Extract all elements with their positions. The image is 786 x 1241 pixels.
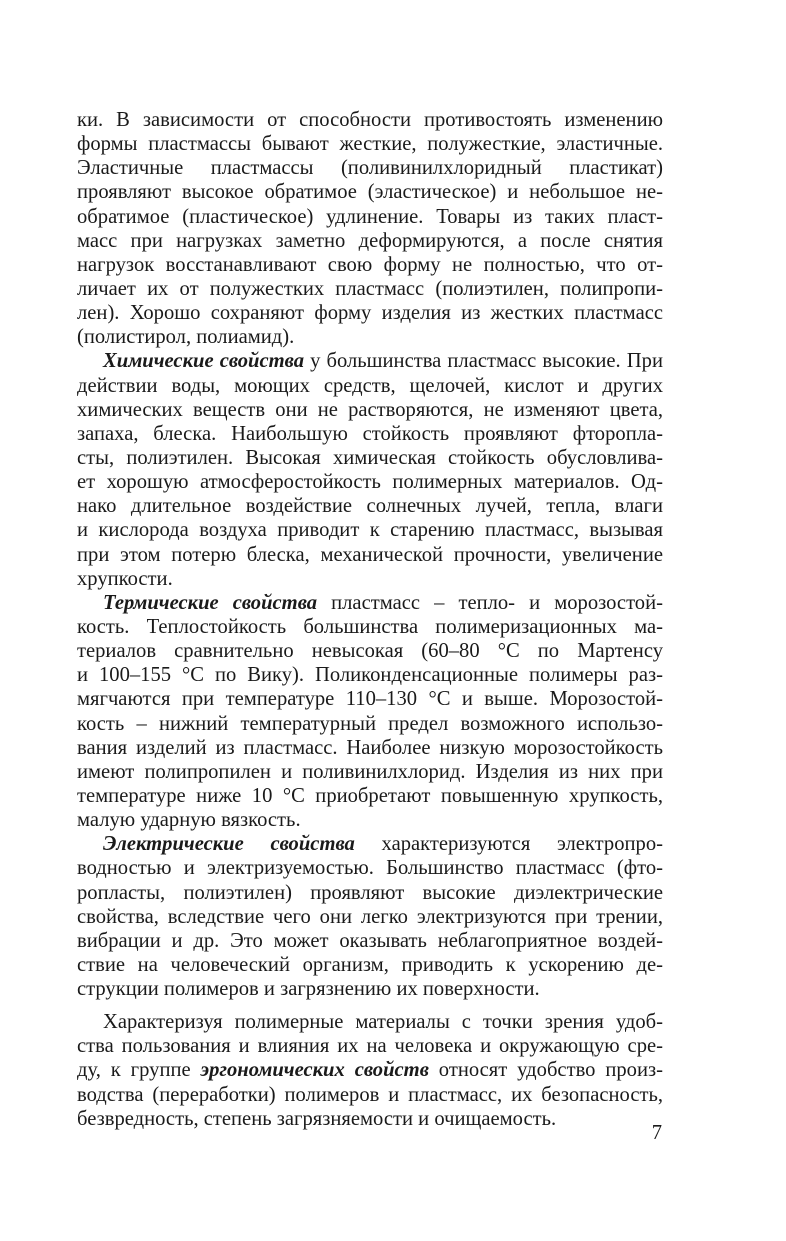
line-text: запаха, блеска. Наибольшую стойкость проявляют фторопла- <box>77 422 663 445</box>
line-text: формы пластмассы бывают жесткие, полужесткие, эластичные. <box>77 133 663 156</box>
line-text: Характеризуя полимерные материалы с точки зрения удоб- <box>103 1011 663 1034</box>
text-line <box>77 977 663 1001</box>
line-text: лен). Хорошо сохраняют форму изделия из жестких пластмасс <box>77 302 663 325</box>
text-line <box>77 1034 663 1058</box>
line-text: сты, полиэтилен. Высокая химическая стойкость обусловлива- <box>77 446 663 469</box>
line-text: вибрации и др. Это может оказывать неблагоприятное воздей- <box>77 929 663 952</box>
paragraph <box>77 108 663 349</box>
line-text: териалов сравнительно невысокая (60–80 °С по Мартенсу <box>77 640 663 663</box>
text-line <box>77 277 663 301</box>
line-text: характеризуются электропро- <box>354 833 663 856</box>
text-line <box>77 349 663 373</box>
paragraph <box>77 349 663 590</box>
paragraph <box>77 1010 663 1131</box>
line-text: малую ударную вязкость. <box>77 809 301 832</box>
text-line <box>77 325 663 349</box>
text-line <box>77 543 663 567</box>
line-text: мягчаются при температуре 110–130 °С и выше. Морозостой- <box>77 688 663 711</box>
text-line <box>77 229 663 253</box>
body-text <box>77 108 663 1131</box>
line-text: водства (переработки) полимеров и пластмасс, их безопасность, <box>77 1083 663 1106</box>
text-line <box>77 398 663 422</box>
line-text: имеют полипропилен и поливинилхлорид. Изделия из них при <box>77 760 663 783</box>
text-line <box>77 205 663 229</box>
paragraph <box>77 832 663 1001</box>
line-text: действии воды, моющих средств, щелочей, кислот и других <box>77 374 663 397</box>
text-line <box>77 108 663 132</box>
text-line <box>77 567 663 591</box>
text-line <box>77 132 663 156</box>
line-text: водностью и электризуемостью. Большинство пластмасс (фто- <box>77 857 663 880</box>
line-text: температуре ниже 10 °С приобретают повышенную хрупкость, <box>77 784 663 807</box>
line-text: химических веществ они не растворяются, не изменяют цвета, <box>77 398 663 421</box>
text-line <box>77 856 663 880</box>
text-line <box>77 905 663 929</box>
line-text: ки. В зависимости от способности противостоять изменению <box>77 109 663 131</box>
text-line <box>77 180 663 204</box>
text-line <box>77 615 663 639</box>
text-line <box>77 374 663 398</box>
line-text: обратимое (пластическое) удлинение. Товары из таких пласт- <box>77 205 663 228</box>
text-line <box>77 591 663 615</box>
text-line <box>77 687 663 711</box>
line-text: Эластичные пластмассы (поливинилхлоридный пластикат) <box>77 157 663 180</box>
line-text: личает их от полужестких пластмасс (полиэтилен, полипропи- <box>77 277 663 300</box>
line-text: вания изделий из пластмасс. Наиболее низкую морозостойкость <box>77 736 663 759</box>
emphasized-term: Термические свойства <box>103 591 318 614</box>
text-line <box>77 518 663 542</box>
text-line <box>77 446 663 470</box>
text-line <box>77 953 663 977</box>
text-line <box>77 301 663 325</box>
text-line <box>77 929 663 953</box>
line-text: ропласты, полиэтилен) проявляют высокие диэлектрические <box>77 881 663 904</box>
line-text: хрупкости. <box>77 567 173 590</box>
text-line <box>77 808 663 832</box>
text-line <box>77 760 663 784</box>
line-text: кость. Теплостойкость большинства полимеризационных ма- <box>77 615 663 638</box>
text-line <box>77 253 663 277</box>
line-text: ствие на человеческий организм, приводить к ускорению де- <box>77 953 663 976</box>
line-text: свойства, вследствие чего они легко электризуются при трении, <box>77 905 663 928</box>
emphasized-term: эргономических свойств <box>200 1059 429 1082</box>
line-text: ду, к группе <box>77 1059 201 1082</box>
text-line <box>77 784 663 808</box>
page-number: 7 <box>651 1122 662 1144</box>
text-line <box>77 881 663 905</box>
line-text: относят удобство произ- <box>428 1059 663 1082</box>
text-line <box>77 1083 663 1107</box>
line-text: струкции полимеров и загрязнению их поверхности. <box>77 978 540 1001</box>
text-line <box>77 736 663 760</box>
paragraph <box>77 591 663 832</box>
text-line <box>77 470 663 494</box>
text-line <box>77 1107 663 1131</box>
line-text: при этом потерю блеска, механической прочности, увеличение <box>77 543 663 566</box>
emphasized-term: Электрические свойства <box>103 833 355 856</box>
line-text: проявляют высокое обратимое (эластическое) и небольшое не- <box>77 181 663 204</box>
text-line <box>77 1058 663 1082</box>
line-text: у большинства пластмасс высокие. При <box>304 350 663 373</box>
text-line <box>77 156 663 180</box>
line-text: ет хорошую атмосферостойкость полимерных материалов. Од- <box>77 471 663 494</box>
line-text: пластмасс – тепло- и морозостой- <box>317 591 663 614</box>
text-line <box>77 663 663 687</box>
line-text: кость – нижний температурный предел возможного использо- <box>77 712 663 735</box>
text-line <box>77 494 663 518</box>
line-text: безвредность, степень загрязняемости и очищаемость. <box>77 1107 557 1130</box>
text-line <box>77 712 663 736</box>
line-text: и 100–155 °С по Вику). Поликонденсационные полимеры раз- <box>77 664 663 687</box>
text-line <box>77 422 663 446</box>
line-text: (полистирол, полиамид). <box>77 326 295 349</box>
line-text: нагрузок восстанавливают свою форму не полностью, что от- <box>77 253 663 276</box>
emphasized-term: Химические свойства <box>103 350 305 373</box>
line-text: ства пользования и влияния их на человека и окружающую сре- <box>77 1035 663 1058</box>
line-text: масс при нагрузках заметно деформируются, а после снятия <box>77 229 663 252</box>
line-text: нако длительное воздействие солнечных лучей, тепла, влаги <box>77 495 663 518</box>
text-line <box>77 832 663 856</box>
text-line <box>77 1010 663 1034</box>
line-text: и кислорода воздуха приводит к старению пластмасс, вызывая <box>77 519 663 542</box>
text-line <box>77 639 663 663</box>
